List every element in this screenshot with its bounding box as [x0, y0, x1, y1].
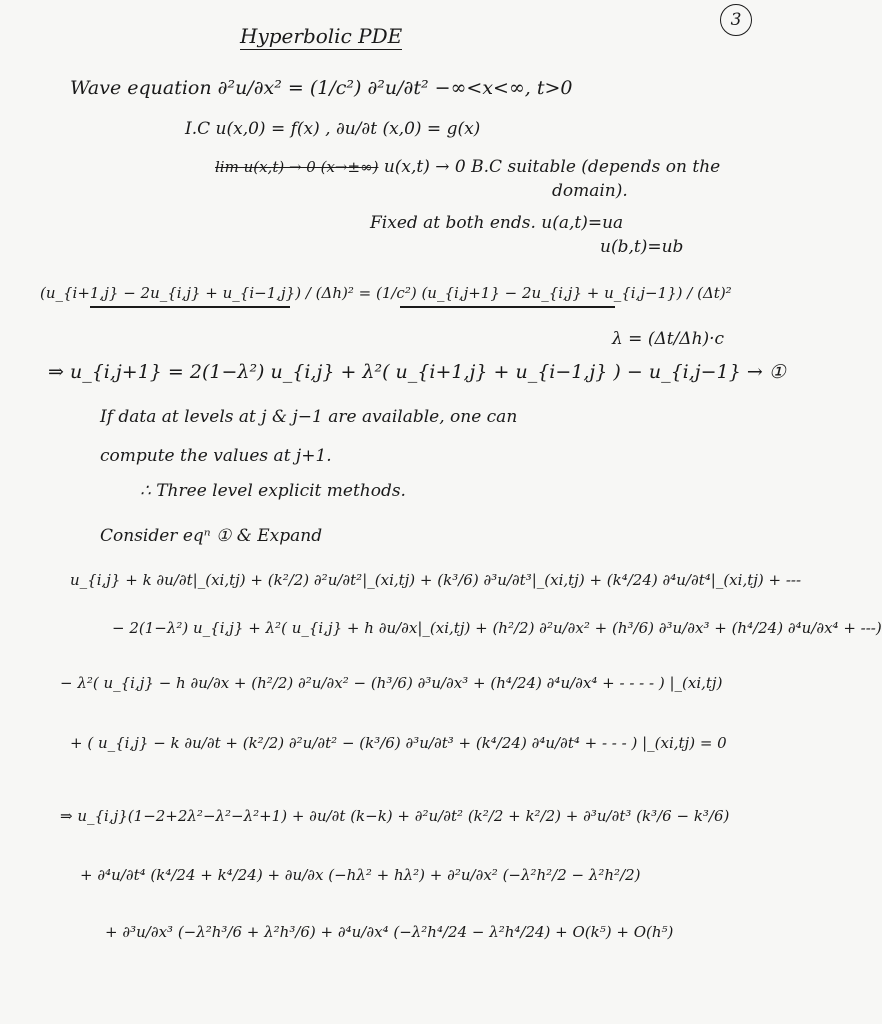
wave-equation-line: Wave equation ∂²u/∂x² = (1/c²) ∂²u/∂t² −∞<x<∞, t>0: [70, 77, 573, 99]
boundary-condition-text: u(x,t) → 0 B.C suitable (depends on the: [383, 157, 721, 177]
fixed-ends-line: Fixed at both ends. u(a,t)=ua: [370, 213, 624, 233]
explanation-line-1: If data at levels at j & j−1 are available, one can: [100, 407, 518, 427]
page-number: 3: [720, 4, 752, 36]
taylor-expansion-row-2: − 2(1−λ²) u_{i,j} + λ²( u_{i,j} + h ∂u/∂x|_(xi,tj) + (h²/2) ∂²u/∂x² + (h³/6) ∂³u/∂x³ + (h⁴/24) ∂⁴u/∂x⁴ + ---): [112, 619, 882, 637]
update-formula: ⇒ u_{i,j+1} = 2(1−λ²) u_{i,j} + λ²( u_{i+1,j} + u_{i−1,j} ) − u_{i,j−1} → ①: [48, 361, 786, 383]
initial-conditions-line: I.C u(x,0) = f(x) , ∂u/∂t (x,0) = g(x): [185, 119, 481, 139]
fixed-ends-line-2: u(b,t)=ub: [600, 237, 684, 257]
taylor-expansion-row-4: + ( u_{i,j} − k ∂u/∂t + (k²/2) ∂²u/∂t² − (k³/6) ∂³u/∂t³ + (k⁴/24) ∂⁴u/∂t⁴ + - - - ) |_(xi,tj) = 0: [70, 734, 727, 752]
taylor-expansion-row-1: u_{i,j} + k ∂u/∂t|_(xi,tj) + (k²/2) ∂²u/∂t²|_(xi,tj) + (k³/6) ∂³u/∂t³|_(xi,tj) + (k⁴/24) ∂⁴u/∂t⁴|_(xi,tj) + ---: [70, 571, 802, 589]
finite-difference-equation: (u_{i+1,j} − 2u_{i,j} + u_{i−1,j}) / (Δh)² = (1/c²) (u_{i,j+1} − 2u_{i,j} + u_{i,j−1}) / (Δt)²: [40, 284, 732, 302]
struck-text: lim u(x,t) → 0 (x→±∞): [215, 158, 379, 176]
taylor-expansion-row-3: − λ²( u_{i,j} − h ∂u/∂x + (h²/2) ∂²u/∂x² − (h³/6) ∂³u/∂x³ + (h⁴/24) ∂⁴u/∂x⁴ + - - - - ) |_(xi,tj): [60, 674, 723, 692]
collected-terms-row-1: ⇒ u_{i,j}(1−2+2λ²−λ²−λ²+1) + ∂u/∂t (k−k) + ∂²u/∂t² (k²/2 + k²/2) + ∂³u/∂t³ (k³/6 − k³/6): [60, 807, 730, 825]
domain-line: domain).: [552, 181, 628, 201]
boundary-condition-line: [215, 158, 720, 177]
collected-terms-row-2: + ∂⁴u/∂t⁴ (k⁴/24 + k⁴/24) + ∂u/∂x (−hλ² + hλ²) + ∂²u/∂x² (−λ²h²/2 − λ²h²/2): [80, 866, 641, 884]
page-title: Hyperbolic PDE: [240, 24, 403, 48]
fraction-bar: [90, 306, 290, 308]
explanation-line-2: compute the values at j+1.: [100, 446, 332, 466]
fraction-bar: [400, 306, 615, 308]
consider-expand-line: Consider eqⁿ ① & Expand: [100, 526, 323, 546]
explicit-methods-line: ∴ Three level explicit methods.: [140, 481, 406, 501]
collected-terms-row-3: + ∂³u/∂x³ (−λ²h³/6 + λ²h³/6) + ∂⁴u/∂x⁴ (−λ²h⁴/24 − λ²h⁴/24) + O(k⁵) + O(h⁵): [105, 923, 674, 941]
lambda-definition: λ = (Δt/Δh)·c: [612, 329, 725, 349]
